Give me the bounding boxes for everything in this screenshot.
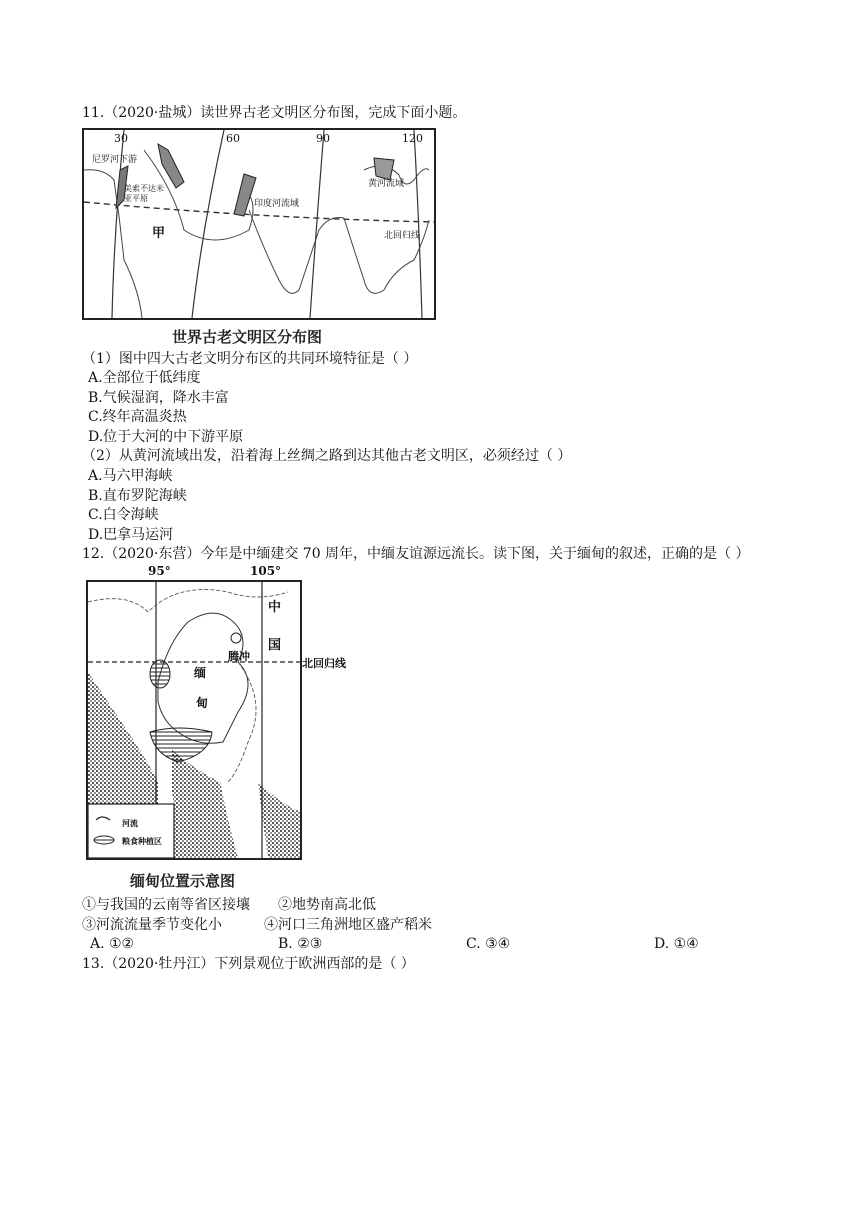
indus-label: 印度河流域 (254, 199, 300, 209)
statement-2: ②地势南高北低 (278, 897, 376, 913)
lon-30: 30 (114, 132, 128, 145)
statement-1: ①与我国的云南等省区接壤 (82, 897, 250, 913)
yellow-river-label: 黄河流域 (368, 179, 405, 189)
label-guo: 国 (268, 638, 282, 653)
myanmar-map-figure (88, 582, 300, 858)
lon-105: 105° (250, 564, 282, 578)
lon-95: 95° (148, 564, 171, 578)
q11-2-option-a: A.马六甲海峡 (88, 468, 173, 484)
q11-2-option-b: B.直布罗陀海峡 (88, 488, 187, 504)
q11-1-option-b: B.气候湿润，降水丰富 (88, 390, 229, 406)
question-11-2-stem: （2）从黄河流域出发，沿着海上丝绸之路到达其他古老文明区，必须经过（ ） (82, 448, 572, 464)
marker-jia: 甲 (152, 226, 166, 241)
lon-120: 120 (402, 132, 423, 145)
label-mian: 缅 (194, 666, 207, 680)
label-zhong: 中 (268, 600, 282, 615)
question-12-stem: 12.（2020·东营）今年是中缅建交 70 周年，中缅友谊源远流长。读下图，关于缅甸的叙述，正确的是（ ） (82, 546, 750, 562)
question-11-stem: 11.（2020·盐城）读世界古老文明区分布图，完成下面小题。 (82, 105, 467, 121)
city-tengchong: 腾冲 (228, 650, 250, 663)
q12-option-a: A. ①② (90, 936, 135, 952)
tropic-label: 北回归线 (384, 231, 421, 241)
q12-option-d: D. ①④ (654, 936, 699, 952)
world-civilization-map (82, 128, 436, 320)
lon-60: 60 (226, 132, 240, 145)
lon-90: 90 (316, 132, 330, 145)
q11-2-option-c: C.白令海峡 (88, 507, 159, 523)
q11-1-option-c: C.终年高温炎热 (88, 409, 187, 425)
q11-2-option-d: D.巴拿马运河 (88, 527, 174, 543)
statement-4: ④河口三角洲地区盛产稻米 (264, 917, 432, 933)
world-map-caption: 世界古老文明区分布图 (172, 328, 323, 346)
myanmar-map-caption: 缅甸位置示意图 (130, 872, 236, 890)
q12-option-b: B. ②③ (278, 936, 323, 952)
label-dian: 甸 (196, 696, 209, 710)
legend-rice: 粮食种植区 (122, 836, 162, 846)
tropic-label-myanmar: 北回归线 (302, 657, 346, 670)
myanmar-map (86, 580, 302, 860)
nile-label: 尼罗河下游 (92, 155, 138, 165)
question-13-stem: 13.（2020·牡丹江）下列景观位于欧洲西部的是（ ） (82, 956, 415, 972)
legend-river: 河流 (122, 818, 138, 828)
q12-option-c: C. ③④ (466, 936, 511, 952)
mesopotamia-label: 美索不达米亚平原 (124, 184, 164, 203)
q11-1-option-d: D.位于大河的中下游平原 (88, 429, 244, 445)
statement-3: ③河流流量季节变化小 (82, 917, 222, 933)
q11-1-option-a: A.全部位于低纬度 (88, 370, 201, 386)
question-11-1-stem: （1）图中四大古老文明分布区的共同环境特征是（ ） (82, 351, 418, 367)
